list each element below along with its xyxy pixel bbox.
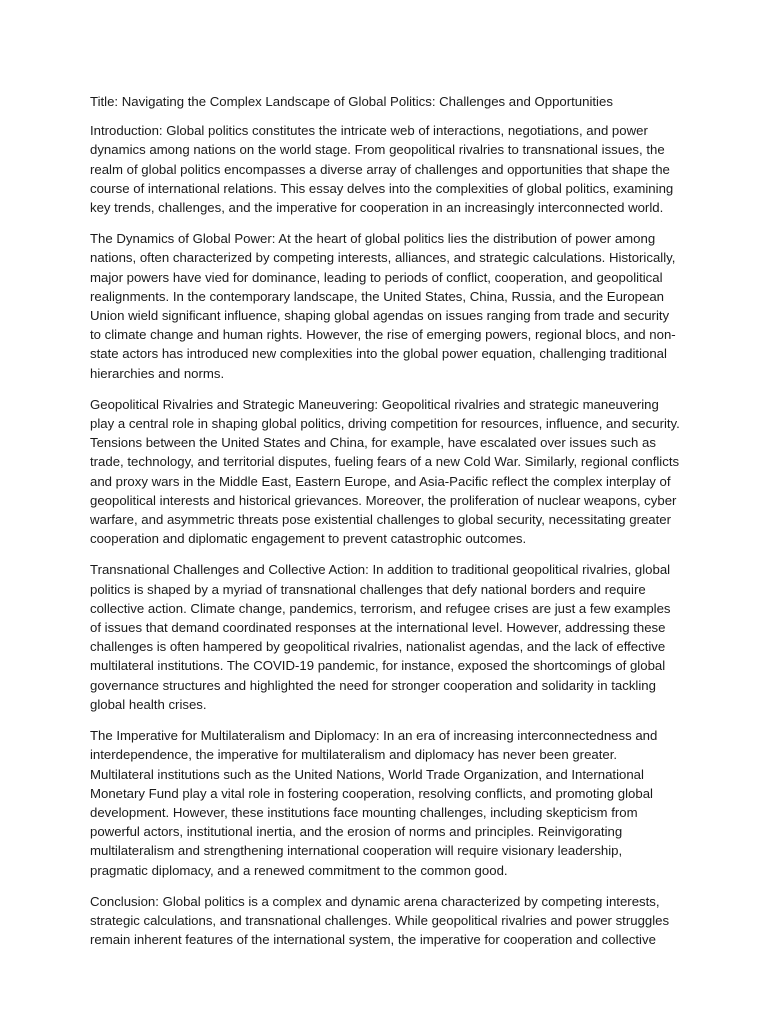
- document-title: Title: Navigating the Complex Landscape of Global Politics: Challenges and Opportunities: [90, 94, 613, 109]
- paragraph-conclusion: Conclusion: Global politics is a complex and dynamic arena characterized by competing interests, strategic calculations, and transnational challenges. While geopolitical rivalries and power struggles remain inherent features of the international system, the imperative for cooperation and collective: [90, 893, 670, 948]
- document-body: [90, 92, 682, 961]
- paragraph-introduction: Introduction: Global politics constitutes the intricate web of interactions, negotiations, and power dynamics among nations on the world stage. From geopolitical rivalries to transnational issues, the realm of global politics encompasses a diverse array of challenges and opportunities that shape the course of international relations. This essay delves into the complexities of global politics, examining key trends, challenges, and the imperative for cooperation in an increasingly interconnected world.: [90, 123, 674, 216]
- paragraph-geopolitical-rivalries: Geopolitical Rivalries and Strategic Maneuvering: Geopolitical rivalries and strategic maneuvering play a central role in shaping global politics, driving competition for resources, influence, and security. Tensions between the United States and China, for example, have escalated over issues such as trade, technology, and territorial disputes, fueling fears of a new Cold War. Similarly, regional conflicts and proxy wars in the Middle East, Eastern Europe, and Asia-Pacific reflect the complex interplay of geopolitical interests and historical grievances. Moreover, the proliferation of nuclear weapons, cyber warfare, and asymmetric threats pose existential challenges to global security, necessitating greater cooperation and diplomatic engagement to prevent catastrophic outcomes.: [90, 396, 680, 547]
- paragraph-dynamics-of-global-power: The Dynamics of Global Power: At the heart of global politics lies the distribution of power among nations, often characterized by competing interests, alliances, and strategic calculations. Historically, major powers have vied for dominance, leading to periods of conflict, cooperation, and geopolitical realignments. In the contemporary landscape, the United States, China, Russia, and the European Union wield significant influence, shaping global agendas on issues ranging from trade and security to climate change and human rights. However, the rise of emerging powers, regional blocs, and non-state actors has introduced new complexities into the global power equation, challenging traditional hierarchies and norms.: [90, 231, 676, 381]
- paragraph-transnational-challenges: Transnational Challenges and Collective Action: In addition to traditional geopolitical rivalries, global politics is shaped by a myriad of transnational challenges that defy national borders and require collective action. Climate change, pandemics, terrorism, and refugee crises are just a few examples of issues that demand coordinated responses at the international level. However, addressing these challenges is often hampered by geopolitical rivalries, nationalist agendas, and the lack of effective multilateral institutions. The COVID-19 pandemic, for instance, exposed the shortcomings of global governance structures and highlighted the need for stronger cooperation and solidarity in tackling global health crises.: [90, 562, 671, 712]
- paragraph-multilateralism-diplomacy: The Imperative for Multilateralism and Diplomacy: In an era of increasing interconnectedness and interdependence, the imperative for multilateralism and diplomacy has never been greater. Multilateral institutions such as the United Nations, World Trade Organization, and International Monetary Fund play a vital role in fostering cooperation, resolving conflicts, and promoting global development. However, these institutions face mounting challenges, including skepticism from powerful actors, institutional inertia, and the erosion of norms and principles. Reinvigorating multilateralism and strengthening international cooperation will require visionary leadership, pragmatic diplomacy, and a renewed commitment to the common good.: [90, 728, 658, 878]
